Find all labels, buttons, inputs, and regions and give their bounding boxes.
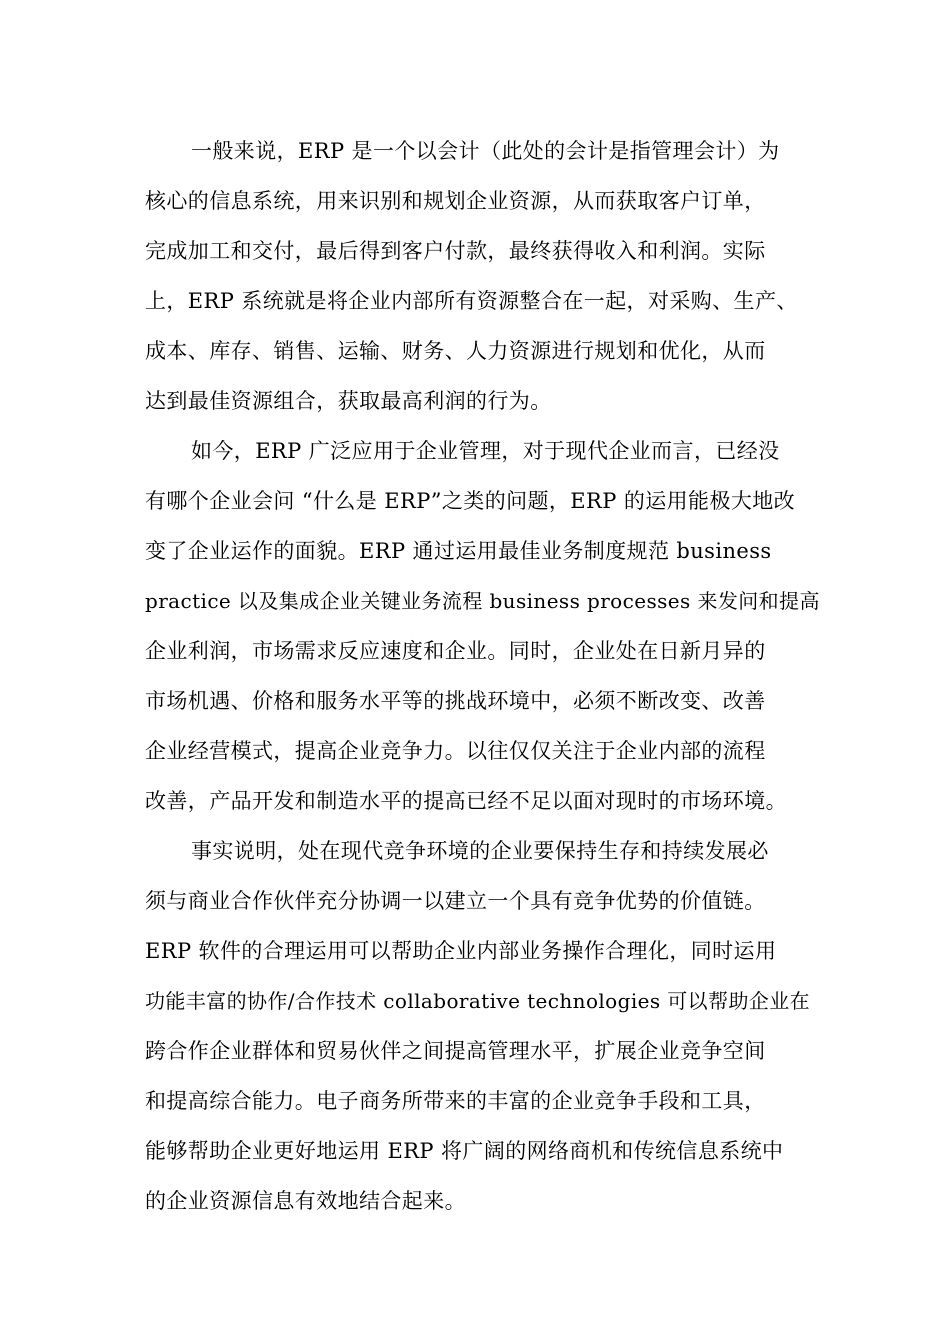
text-line: 一般来说，ERP 是一个以会计（此处的会计是指管理会计）为 bbox=[191, 139, 780, 163]
text-line: 市场机遇、价格和服务水平等的挑战环境中，必须不断改变、改善 bbox=[145, 689, 766, 713]
text-line: 达到最佳资源组合，获取最高利润的行为。 bbox=[145, 389, 552, 413]
text-line: 和提高综合能力。电子商务所带来的丰富的企业竞争手段和工具， bbox=[145, 1089, 766, 1113]
text-line: 成本、库存、销售、运输、财务、人力资源进行规划和优化，从而 bbox=[145, 339, 766, 363]
text-line: 企业经营模式，提高企业竞争力。以往仅仅关注于企业内部的流程 bbox=[145, 739, 766, 763]
text-line: 完成加工和交付，最后得到客户付款，最终获得收入和利润。实际 bbox=[145, 239, 766, 263]
text-line: 变了企业运作的面貌。ERP 通过运用最佳业务制度规范 business bbox=[145, 539, 772, 563]
text-line: 如今，ERP 广泛应用于企业管理，对于现代企业而言，已经没 bbox=[191, 439, 780, 463]
text-line: 上，ERP 系统就是将企业内部所有资源整合在一起，对采购、生产、 bbox=[145, 289, 798, 313]
text-line: 事实说明，处在现代竞争环境的企业要保持生存和持续发展必 bbox=[191, 839, 769, 863]
text-line: 改善，产品开发和制造水平的提高已经不足以面对现时的市场环境。 bbox=[145, 789, 787, 813]
text-line: 功能丰富的协作/合作技术 collaborative technologies 可以帮助企业在 bbox=[145, 989, 811, 1013]
paragraph-erp-definition bbox=[145, 126, 815, 426]
text-line: 能够帮助企业更好地运用 ERP 将广阔的网络商机和传统信息系统中 bbox=[145, 1139, 784, 1163]
paragraph-erp-collaboration bbox=[145, 826, 815, 1226]
text-line: 企业利润，市场需求反应速度和企业。同时，企业处在日新月异的 bbox=[145, 639, 766, 663]
text-line: ERP 软件的合理运用可以帮助企业内部业务操作合理化，同时运用 bbox=[145, 939, 777, 963]
text-line: 跨合作企业群体和贸易伙伴之间提高管理水平，扩展企业竞争空间 bbox=[145, 1039, 766, 1063]
text-line: 须与商业合作伙伴充分协调一以建立一个具有竞争优势的价值链。 bbox=[145, 889, 766, 913]
text-line: 有哪个企业会问 “什么是 ERP”之类的问题，ERP 的运用能极大地改 bbox=[145, 489, 796, 513]
paragraph-erp-application bbox=[145, 426, 820, 826]
text-line: 核心的信息系统，用来识别和规划企业资源，从而获取客户订单， bbox=[145, 189, 766, 213]
text-line: practice 以及集成企业关键业务流程 business processes 来发问和提高 bbox=[145, 589, 820, 613]
text-line: 的企业资源信息有效地结合起来。 bbox=[145, 1189, 466, 1213]
document-body bbox=[145, 126, 820, 1226]
